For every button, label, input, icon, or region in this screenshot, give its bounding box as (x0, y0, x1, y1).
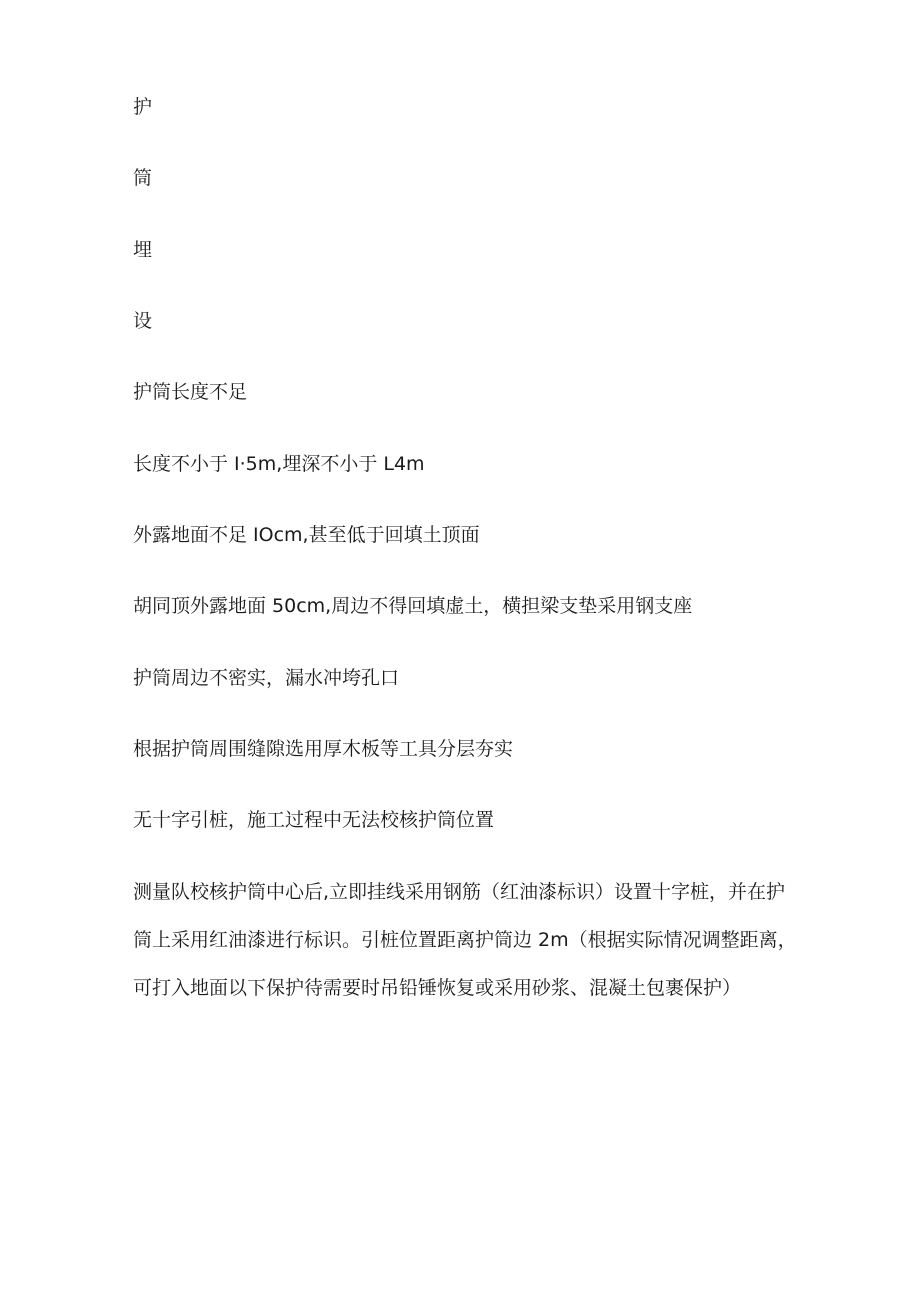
issue-text: 外露地面不足 IOcm,甚至低于回填土顶面 (133, 524, 480, 546)
vertical-heading-char-3: 埋 (133, 239, 153, 261)
issue-text-3: 无十字引桩，施工过程中无法校核护筒位置 (133, 809, 495, 831)
requirement-text: 长度不小于 I·5m,埋深不小于 L4m (133, 453, 425, 475)
vertical-heading-char-1: 护 (133, 96, 153, 118)
measure-text-2: 根据护筒周围缝隙选用厚木板等工具分层夯实 (133, 738, 514, 760)
vertical-heading-char-2: 筒 (133, 167, 153, 189)
issue-title: 护筒长度不足 (133, 381, 248, 403)
measure-text: 胡同顶外露地面 50cm,周边不得回填虚土，横担梁支垫采用钢支座 (133, 595, 693, 617)
vertical-heading-char-4: 设 (133, 310, 153, 332)
measure-paragraph: 测量队校核护筒中心后,立即挂线采用钢筋（红油漆标识）设置十字桩，并在护筒上采用红油漆进行标识。引桩位置距离护筒边 2m（根据实际情况调整距离，可打入地面以下保护待需要时吊铅锤恢复或采用砂浆、混凝土包裹保护） (133, 881, 797, 999)
issue-text-2: 护筒周边不密实，漏水冲垮孔口 (133, 667, 400, 689)
